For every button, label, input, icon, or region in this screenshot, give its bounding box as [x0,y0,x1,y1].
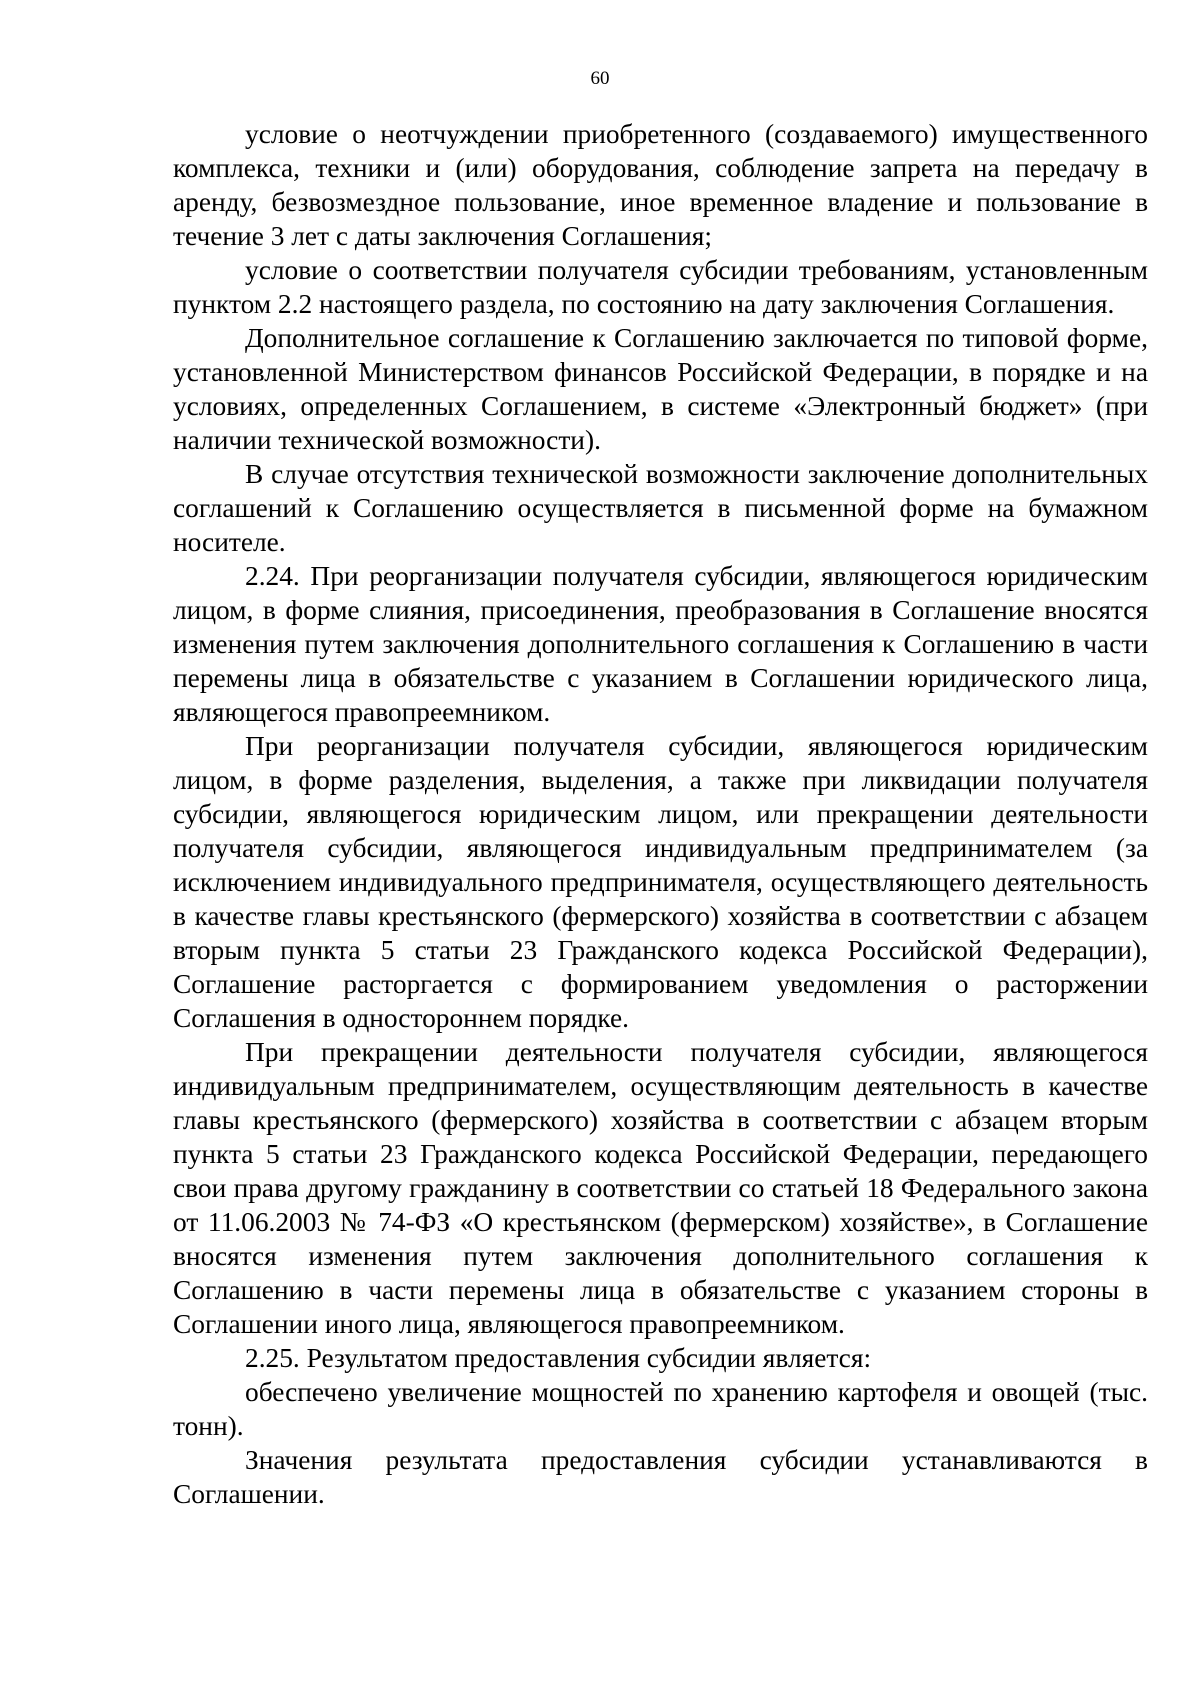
paragraph-2-24-reorganization: 2.24. При реорганизации получателя субсидии, являющегося юридическим лицом, в форме слияния, присоединения, преобразования в Соглашение вносятся изменения путем заключения дополнительного соглашения к Соглашению в части перемены лица в обязательстве с указанием в Соглашении юридического лица, являющегося правопреемником. [173,561,1148,727]
paragraph-termination: При реорганизации получателя субсидии, являющегося юридическим лицом, в форме разделения, выделения, а также при ликвидации получателя субсидии, являющегося юридическим лицом, или прекращении деятельности получателя субсидии, являющегося индивидуальным предпринимателем (за исключением индивидуального предпринимателя, осуществляющего деятельность в качестве главы крестьянского (фермерского) хозяйства в соответствии с абзацем вторым пункта 5 статьи 23 Гражданского кодекса Российской Федерации), Соглашение расторгается с формированием уведомления о расторжении Соглашения в одностороннем порядке. [173,731,1148,1033]
paragraph-alienation-condition: условие о неотчуждении приобретенного (создаваемого) имущественного комплекса, техники и (или) оборудования, соблюдение запрета на передачу в аренду, безвозмездное пользование, иное временное владение и пользование в течение 3 лет с даты заключения Соглашения; [173,119,1148,251]
paragraph-farm-head-succession: При прекращении деятельности получателя субсидии, являющегося индивидуальным предпринимателем, осуществляющим деятельность в качестве главы крестьянского (фермерского) хозяйства в соответствии с абзацем вторым пункта 5 статьи 23 Гражданского кодекса Российской Федерации, передающего свои права другому гражданину в соответствии со статьей 18 Федерального закона от 11.06.2003 № 74-ФЗ «О крестьянском (фермерском) хозяйстве», в Соглашение вносятся изменения путем заключения дополнительного соглашения к Соглашению в части перемены лица в обязательстве с указанием стороны в Соглашении иного лица, являющегося правопреемником. [173,1037,1148,1339]
document-body [173,117,1148,1511]
paragraph-2-25-result: 2.25. Результатом предоставления субсидии является: [245,1343,872,1373]
paragraph-additional-agreement: Дополнительное соглашение к Соглашению заключается по типовой форме, установленной Министерством финансов Российской Федерации, в порядке и на условиях, определенных Соглашением, в системе «Электронный бюджет» (при наличии технической возможности). [173,323,1148,455]
paragraph-paper-form: В случае отсутствия технической возможности заключение дополнительных соглашений к Соглашению осуществляется в письменной форме на бумажном носителе. [173,459,1148,557]
paragraph-storage-capacity: обеспечено увеличение мощностей по хранению картофеля и овощей (тыс. тонн). [173,1377,1148,1441]
paragraph-compliance-condition: условие о соответствии получателя субсидии требованиям, установленным пунктом 2.2 настоящего раздела, по состоянию на дату заключения Соглашения. [173,255,1148,319]
page-number: 60 [590,68,610,89]
paragraph-result-values: Значения результата предоставления субсидии устанавливаются в Соглашении. [173,1445,1148,1509]
